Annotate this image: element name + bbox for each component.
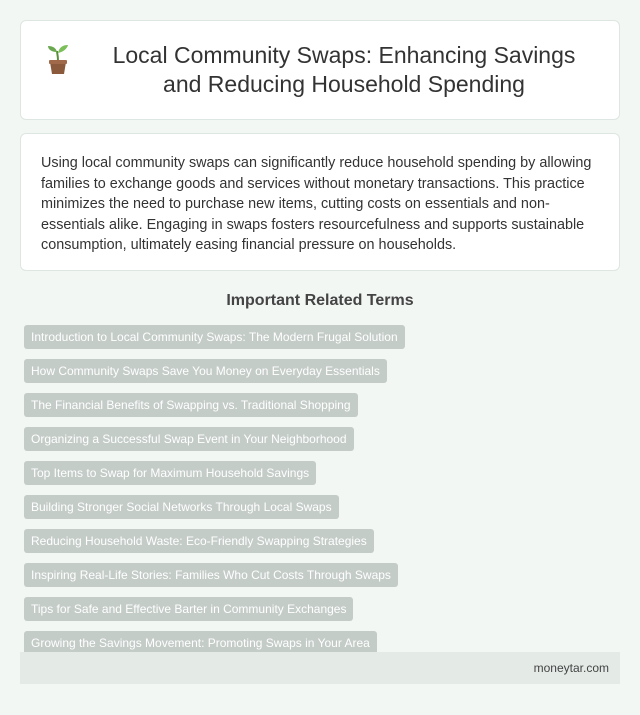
related-term-tag[interactable]: How Community Swaps Save You Money on Everyday Essentials: [24, 359, 387, 383]
related-term-tag[interactable]: Inspiring Real-Life Stories: Families Who Cut Costs Through Swaps: [24, 563, 398, 587]
seedling-icon: [45, 45, 71, 75]
related-term-tag[interactable]: Reducing Household Waste: Eco-Friendly Swapping Strategies: [24, 529, 374, 553]
related-terms-list: [24, 325, 620, 665]
footer-site-name[interactable]: moneytar.com: [533, 661, 609, 675]
title-card: [20, 20, 620, 120]
related-term-tag[interactable]: Tips for Safe and Effective Barter in Community Exchanges: [24, 597, 353, 621]
summary-card: [20, 133, 620, 271]
related-term-tag[interactable]: Building Stronger Social Networks Through Local Swaps: [24, 495, 339, 519]
related-term-tag[interactable]: Introduction to Local Community Swaps: The Modern Frugal Solution: [24, 325, 405, 349]
footer: [20, 652, 620, 684]
summary-text: Using local community swaps can significantly reduce household spending by allowing families to exchange goods and services without monetary transactions. This practice minimizes the need to purchase new items, cutting costs on essentials and non-essentials alike. Engaging in swaps fosters resourcefulness and supports sustainable consumption, ultimately easing financial pressure on households.: [41, 155, 592, 253]
related-term-tag[interactable]: The Financial Benefits of Swapping vs. Traditional Shopping: [24, 393, 358, 417]
related-term-tag[interactable]: Growing the Savings Movement: Promoting Swaps in Your Area: [24, 631, 377, 655]
related-term-tag[interactable]: Organizing a Successful Swap Event in Your Neighborhood: [24, 427, 354, 451]
related-term-tag[interactable]: Top Items to Swap for Maximum Household Savings: [24, 461, 316, 485]
page-title: Local Community Swaps: Enhancing Savings and Reducing Household Spending: [112, 42, 576, 97]
related-terms-heading: Important Related Terms: [226, 292, 414, 309]
